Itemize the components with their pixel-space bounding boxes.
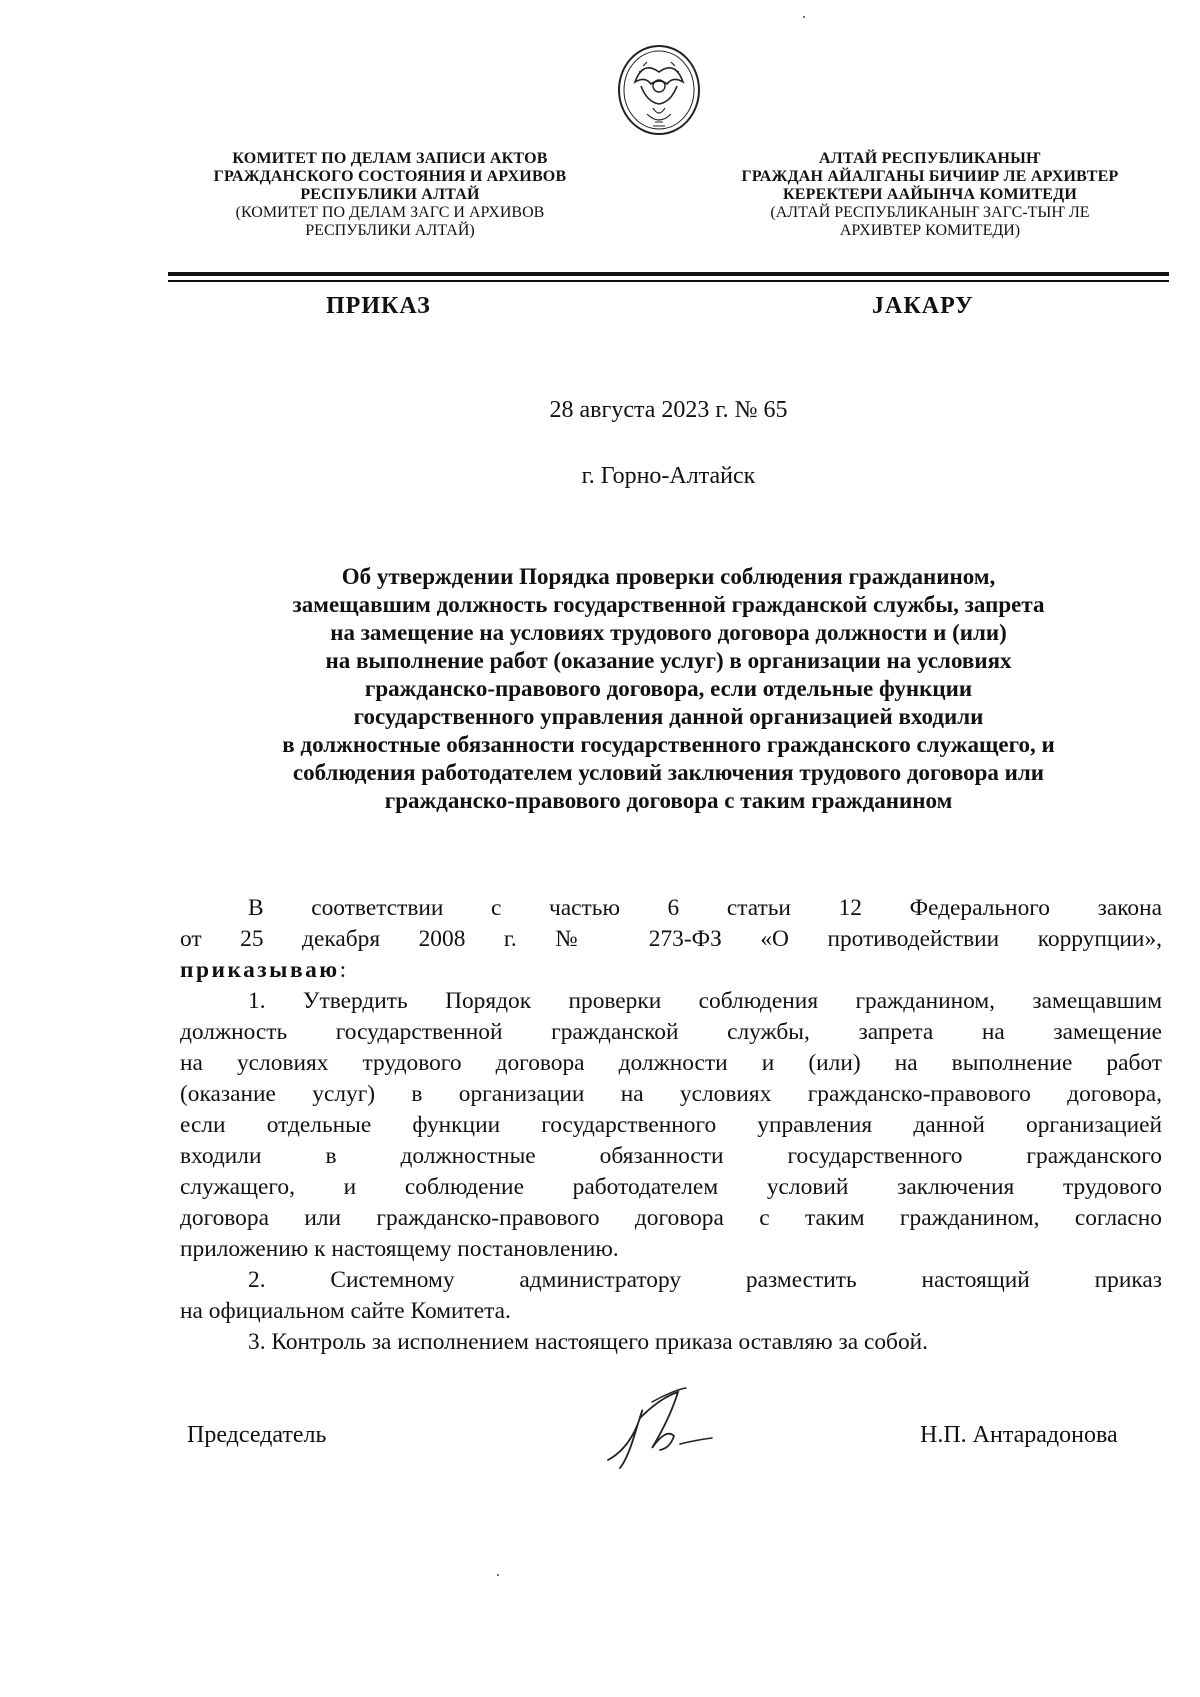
heading-line: Об утверждении Порядка проверки соблюдения гражданином, (341, 564, 996, 589)
org-line: КЕРЕКТЕРИ ААЙЫНЧА КОМИТЕДИ (782, 186, 1078, 203)
org-line: АРХИВТЕР КОМИТЕДИ) (839, 222, 1021, 239)
order-city: г. Горно-Алтайск (581, 463, 756, 489)
item1-line: если отдельные функции государственного управления данной организацией (180, 1112, 1162, 1138)
heading-line: на выполнение работ (оказание услуг) в организации на условиях (325, 648, 1012, 673)
org-line: ГРАЖДАН АЙАЛГАНЫ БИЧИИР ЛЕ АРХИВТЕР (741, 168, 1119, 185)
order-heading (168, 563, 1169, 815)
item1-line: договора или гражданско-правового договора с таким гражданином, согласно (180, 1205, 1162, 1231)
order-title-altai: JАКАРУ (872, 293, 974, 319)
item2-line: 2. Системному администратору разместить настоящий приказ (248, 1267, 1162, 1293)
order-date-number: 28 августа 2023 г. № 65 (549, 397, 788, 423)
order-word: приказываю (180, 957, 340, 983)
heading-line: государственного управления данной организацией входили (353, 704, 984, 729)
item2-line: на официальном сайте Комитета. (180, 1298, 511, 1324)
order-word-colon: : (339, 957, 347, 983)
item1-line: 1. Утвердить Порядок проверки соблюдения гражданином, замещавшим (248, 988, 1162, 1014)
org-line: РЕСПУБЛИКИ АЛТАЙ (300, 186, 480, 203)
order-word-line (180, 955, 1162, 986)
org-line: (КОМИТЕТ ПО ДЕЛАМ ЗАГС И АРХИВОВ (235, 204, 545, 221)
order-body (180, 893, 1162, 1358)
item1-line: приложению к настоящему постановлению. (180, 1236, 619, 1262)
signatory-name: Н.П. Антарадонова (920, 1422, 1118, 1448)
org-line: ГРАЖДАНСКОГО СОСТОЯНИЯ И АРХИВОВ (213, 168, 567, 185)
heading-line: замещавшим должность государственной гражданской службы, запрета (292, 592, 1045, 617)
handwritten-signature (600, 1378, 720, 1478)
item1-line: на условиях трудового договора должности и (или) на выполнение работ (180, 1050, 1162, 1076)
order-title-russian: ПРИКАЗ (326, 293, 431, 319)
coat-of-arms-icon (613, 42, 705, 142)
scan-speck (803, 16, 805, 18)
signatory-position: Председатель (187, 1422, 327, 1448)
organization-name-russian (180, 150, 600, 240)
organization-name-altai (700, 150, 1160, 240)
org-line: АЛТАЙ РЕСПУБЛИКАНЫҤ (819, 150, 1041, 167)
org-line: РЕСПУБЛИКИ АЛТАЙ) (305, 222, 475, 239)
item1-line: должность государственной гражданской службы, запрета на замещение (180, 1019, 1162, 1045)
heading-line: в должностные обязанности государственного гражданского служащего, и (282, 732, 1055, 757)
header-divider-thin (168, 280, 1169, 282)
org-line: КОМИТЕТ ПО ДЕЛАМ ЗАПИСИ АКТОВ (232, 150, 548, 167)
heading-line: гражданско-правового договора, если отдельные функции (364, 676, 973, 701)
item3-line: 3. Контроль за исполнением настоящего приказа оставляю за собой. (248, 1329, 929, 1355)
scan-speck (497, 1574, 499, 1576)
heading-line: гражданско-правового договора с таким гражданином (384, 788, 953, 813)
heading-line: соблюдения работодателем условий заключения трудового договора или (292, 760, 1045, 785)
preamble-line: В соответствии с частью 6 статьи 12 Федерального закона (248, 895, 1162, 921)
item1-line: служащего, и соблюдение работодателем условий заключения трудового (180, 1174, 1162, 1200)
header-divider-thick (168, 272, 1169, 276)
heading-line: на замещение на условиях трудового договора должности и (или) (330, 620, 1007, 645)
item1-line: входили в должностные обязанности государственного гражданского (180, 1143, 1162, 1169)
preamble-line: от 25 декабря 2008 г. № 273-ФЗ «О противодействии коррупции», (180, 926, 1162, 952)
org-line: (АЛТАЙ РЕСПУБЛИКАНЫҤ ЗАГС-ТЫҤ ЛЕ (770, 204, 1090, 221)
item1-line: (оказание услуг) в организации на условиях гражданско-правового договора, (180, 1081, 1162, 1107)
